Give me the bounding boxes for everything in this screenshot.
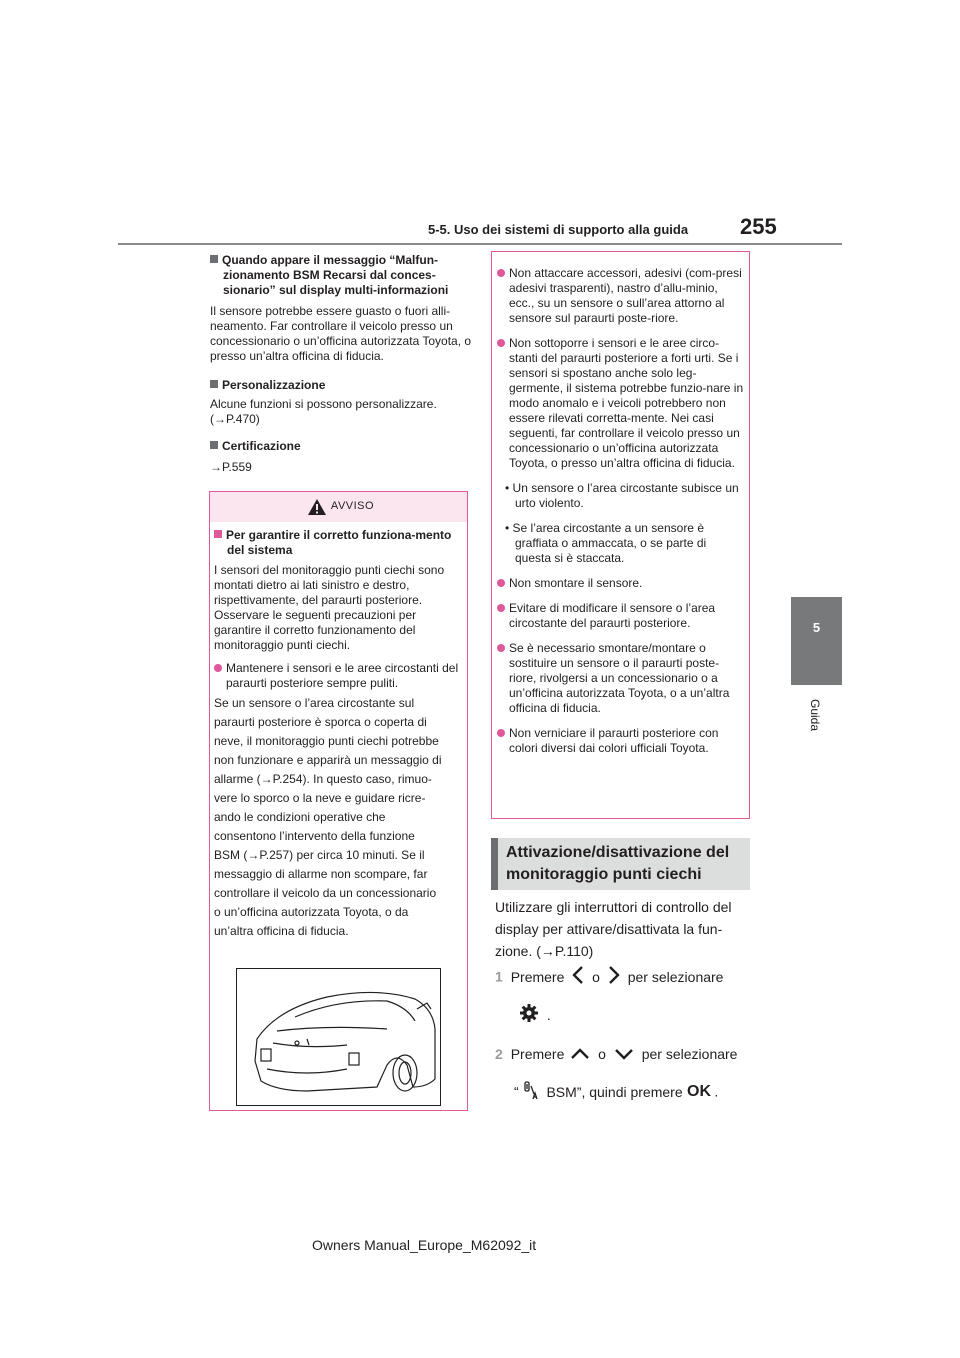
bullet-icon [497,604,505,612]
chapter-label: Guida [808,698,822,732]
section-heading-line: monitoraggio punti ciechi [506,866,702,883]
caution-subitem: Se l’area circostante a un sensore è graffiata o ammaccata, o se parte di questa si è staccata. [512,521,707,565]
caution-item: Non smontare il sensore. [509,576,643,590]
square-bullet-icon [210,380,218,388]
step-text: BSM”, quindi premere [546,1083,683,1100]
warning-line: consentono l’intervento della funzione [214,829,415,843]
chevron-left-icon [572,965,584,991]
step-number: 2 [495,1046,503,1062]
malfunction-section [210,253,472,364]
step-text: o [592,968,600,985]
caution-item: Evitare di modificare il sensore o l’area circostante del paraurti posteriore. [509,601,716,630]
warning-line: Se un sensore o l’area circostante sul [214,696,415,710]
square-bullet-icon [210,255,218,263]
step-number: 1 [495,968,503,985]
gear-icon [519,1003,539,1029]
bullet-icon [214,664,222,672]
caution-item: Non sottoporre i sensori e le aree circo-stanti del paraurti posteriore a forti urti. Se i sensori si spostano anche solo leg-germente, il sistema potrebbe funzio-nare in modo anomalo e i veicoli potrebbero non essere rilevati corretta-mente. Nei casi seguenti, far controllare il veicolo presso un concessionario o un’officina autorizzata Toyota, o presso un’altra officina di fiducia. [509,336,744,470]
chevron-down-icon [614,1044,634,1066]
section-heading-line: Attivazione/disattivazione del [506,844,730,861]
warning-line: paraurti posteriore è sporca o coperta di [214,715,427,729]
warning-line: vere lo sporco o la neve e guidare ricre- [214,791,426,805]
chevron-right-icon [608,965,620,991]
step-text: “ [514,1083,519,1100]
step-1 [495,965,755,991]
step-2 [495,1043,755,1066]
bsm-icon [523,1080,539,1106]
step-2-continuation [514,1080,718,1106]
step-text: per selezionare [627,968,724,985]
warning-line: non funzionare e apparirà un messaggio di [214,753,442,767]
step-text: Premere [510,968,565,985]
caution-subitem: Un sensore o l’area circostante subisce un urto violento. [512,481,739,510]
step-text: . [714,1083,719,1100]
warning-line: ando le condizioni operative che [214,810,386,824]
malfunction-text: Il sensore potrebbe essere guasto o fuori alli-neamento. Far controllare il veicolo presso un concessionario o un’officina autorizzata Toyota, o presso un’altra officina di fiducia. [210,304,472,363]
header-rule [118,243,842,245]
section-heading [506,842,746,886]
warning-line: o un’officina autorizzata Toyota, o da [214,905,409,919]
warning-line: un’altra officina di fiducia. [214,924,349,938]
customization-text: Alcune funzioni si possono personalizzare. [210,397,437,411]
chapter-number: 5 [812,620,821,635]
certification-heading: Certificazione [222,439,301,453]
caution-item: Non verniciare il paraurti posteriore con colori diversi dai colori ufficiali Toyota. [509,726,719,755]
warning-line: allarme (→P.254). In questo caso, rimuo- [214,772,432,786]
intro-line: display per attivare/disattivata la fun- [495,921,723,937]
caution-item: Se è necessario smontare/montare o sostituire un sensore o il paraurti poste-riore, rivolgersi a un concessionario o a un’officina autorizzata Toyota, o a un’altra officina di fiducia. [509,641,730,715]
warning-heading: Per garantire il corretto funziona-mento del sistema [226,528,452,557]
bullet-icon [497,269,505,277]
caution-item: Non attaccare accessori, adesivi (com-presi adesivi trasparenti), nastro d’allu-minio, ecc., su un sensore o sull’area attorno al sensore sul paraurti poste-riore. [509,266,742,325]
certification-section [210,439,472,475]
step-text: . [546,1006,551,1023]
square-bullet-icon [210,441,218,449]
dot-bullet: • [505,521,513,535]
warning-line: neve, il monitoraggio punti ciechi potrebbe [214,734,439,748]
warning-line: controllare il veicolo da un concessionario [214,886,437,900]
step-text: Premere [510,1046,565,1062]
section-intro [495,896,755,962]
step-text: per selezionare [641,1046,738,1062]
dot-bullet: • [505,481,513,495]
ok-button-icon [687,1082,711,1104]
bullet-icon [497,644,505,652]
chevron-up-icon [570,1044,590,1066]
footer-manual-id: Owners Manual_Europe_M62092_it [312,1237,537,1253]
bullet-icon [497,579,505,587]
page-number: 255 [740,214,777,239]
warning-line: messaggio di allarme non scompare, far [214,867,428,881]
intro-line: Utilizzare gli interruttori di controllo del [495,899,732,915]
caution-continued-content [497,266,745,756]
warning-intro: I sensori del monitoraggio punti ciechi sono montati dietro ai lati sinistro e destro, rispettivamente, del paraurti posteriore. Osservare le seguenti precauzioni per garantire il corretto funzionamento del monitoraggio punti ciechi. [214,563,445,652]
step-1-icon-line [519,1003,551,1029]
warning-content [214,528,462,941]
warning-title: AVVISO [330,500,375,512]
customization-heading: Personalizzazione [222,378,326,392]
warning-bullet-1: Mantenere i sensori e le aree circostanti del paraurti posteriore sempre puliti. [226,661,459,690]
customization-section [210,378,472,427]
section-heading-accent [491,838,498,890]
customization-ref: (→P.470) [210,412,260,426]
malfunction-heading: Quando appare il messaggio “Malfun-zionamento BSM Recarsi dal conces-sionario” sul display multi-informazioni [222,253,449,297]
bullet-icon [497,339,505,347]
step-text: o [598,1046,606,1062]
warning-line: BSM (→P.257) per circa 10 minuti. Se il [214,848,425,862]
car-rear-illustration [236,968,441,1106]
chapter-tab [791,597,842,685]
svg-text:OK: OK [686,1083,711,1098]
square-bullet-icon [214,530,222,538]
intro-line: zione. (→P.110) [495,943,594,959]
bullet-icon [497,729,505,737]
certification-ref: →P.559 [210,460,252,474]
section-title: 5-5. Uso dei sistemi di supporto alla guida [428,222,689,237]
